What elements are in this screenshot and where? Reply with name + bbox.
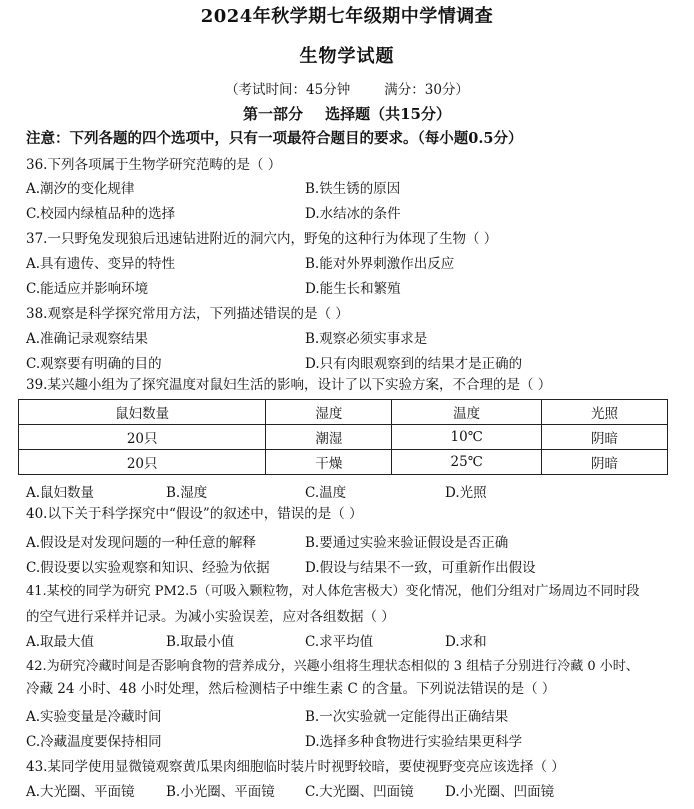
q40-stem: 40.以下关于科学探究中“假设”的叙述中，错误的是（ ） (26, 506, 363, 522)
exam-meta (0, 78, 694, 98)
q37-stem: 37.一只野兔发现狼后迅速钻进附近的洞穴内，野兔的这种行为体现了生物（ ） (26, 231, 498, 247)
table-row (19, 425, 668, 450)
table-header-cell: 鼠妇数量 (19, 400, 266, 425)
q37-option-a: A.具有遗传、变异的特性 (26, 256, 176, 272)
table-cell: 干燥 (266, 450, 392, 475)
q41-stem-line2: 的空气进行采样并记录。为减小实验误差，应对各组数据（ ） (26, 609, 395, 625)
q37-option-d: D.能生长和繁殖 (305, 281, 401, 297)
exam-title: 2024年秋学期七年级期中学情调查 (200, 6, 494, 27)
q41-option-b: B.取最小值 (166, 634, 235, 650)
q40-option-a: A.假设是对发现问题的一种任意的解释 (26, 535, 257, 551)
q38-option-a: A.准确记录观察结果 (26, 331, 149, 347)
q38-option-d: D.只有肉眼观察到的结果才是正确的 (305, 356, 523, 372)
table-cell: 20只 (19, 425, 266, 450)
q36-stem: 36.下列各项属于生物学研究范畴的是（ ） (26, 157, 282, 173)
q36-option-a: A.潮汐的变化规律 (26, 181, 135, 197)
q36-option-c: C.校园内绿植品种的选择 (26, 206, 176, 222)
q42-option-c: C.冷藏温度要保持相同 (26, 734, 162, 750)
q43-option-b: B.小光圈、平面镜 (166, 784, 275, 800)
table-row (19, 450, 668, 475)
q41-option-d: D.求和 (445, 634, 487, 650)
table-cell: 20只 (19, 450, 266, 475)
q41-option-a: A.取最大值 (26, 634, 95, 650)
q38-option-b: B.观察必须实事求是 (305, 331, 428, 347)
q40-option-c: C.假设要以实验观察和知识、经验为依据 (26, 560, 270, 576)
notice-text: 注意：下列各题的四个选项中，只有一项最符合题目的要求。（每小题0.5分） (26, 130, 523, 147)
table-cell: 阴暗 (542, 450, 668, 475)
q40-option-b: B.要通过实验来验证假设是否正确 (305, 535, 509, 551)
q39-stem: 39.某兴趣小组为了探究温度对鼠妇生活的影响，设计了以下实验方案，不合理的是（ ） (26, 377, 552, 393)
q37-option-c: C.能适应并影响环境 (26, 281, 149, 297)
table-cell: 潮湿 (266, 425, 392, 450)
subject-title: 生物学试题 (299, 46, 395, 67)
q42-stem-line2: 冷藏 24 小时、48 小时处理，然后检测桔子中维生素 C 的含量。下列说法错误的是（ ） (26, 681, 556, 697)
q43-option-d: D.小光圈、凹面镜 (445, 784, 555, 800)
part-label: 选择题（共15分） (325, 105, 451, 123)
exam-time: （考试时间：45分钟 (225, 82, 351, 98)
q36-option-b: B.铁生锈的原因 (305, 181, 401, 197)
table-header-cell: 湿度 (266, 400, 392, 425)
q42-option-a: A.实验变量是冷藏时间 (26, 709, 162, 725)
table-cell: 10℃ (392, 425, 542, 450)
exam-score: 满分：30分） (384, 82, 469, 98)
q39-option-a: A.鼠妇数量 (26, 485, 95, 501)
q39-option-b: B.湿度 (166, 485, 208, 501)
table-header-cell: 温度 (392, 400, 542, 425)
table-header-row (19, 400, 668, 425)
table-cell: 阴暗 (542, 425, 668, 450)
table-header-cell: 光照 (542, 400, 668, 425)
q42-stem-line1: 42.为研究冷藏时间是否影响食物的营养成分，兴趣小组将生理状态相似的 3 组桔子分别进行冷藏 0 小时、 (26, 659, 639, 674)
q38-option-c: C.观察要有明确的目的 (26, 356, 162, 372)
q41-stem-line1: 41.某校的同学为研究 PM2.5（可吸入颗粒物，对人体危害极大）变化情况，他们分组对广场周边不同时段 (26, 584, 640, 599)
q43-option-a: A.大光圈、平面镜 (26, 784, 135, 800)
q40-option-d: D.假设与结果不一致，可重新作出假设 (305, 560, 536, 576)
part-heading (0, 103, 694, 124)
q43-stem: 43.某同学使用显微镜观察黄瓜果肉细胞临时装片时视野较暗，要使视野变亮应该选择（ ） (26, 759, 565, 775)
q42-option-d: D.选择多种食物进行实验结果更科学 (305, 734, 523, 750)
q36-option-d: D.水结冰的条件 (305, 206, 401, 222)
q39-option-d: D.光照 (445, 485, 487, 501)
q41-option-c: C.求平均值 (305, 634, 374, 650)
q38-stem: 38.观察是科学探究常用方法，下列描述错误的是（ ） (26, 306, 349, 322)
q37-option-b: B.能对外界刺激作出反应 (305, 256, 455, 272)
q39-option-c: C.温度 (305, 485, 347, 501)
q43-option-c: C.大光圈、凹面镜 (305, 784, 414, 800)
part-name: 第一部分 (243, 105, 304, 123)
q42-option-b: B.一次实验就一定能得出正确结果 (305, 709, 509, 725)
table-cell: 25℃ (392, 450, 542, 475)
q39-table (18, 399, 668, 475)
